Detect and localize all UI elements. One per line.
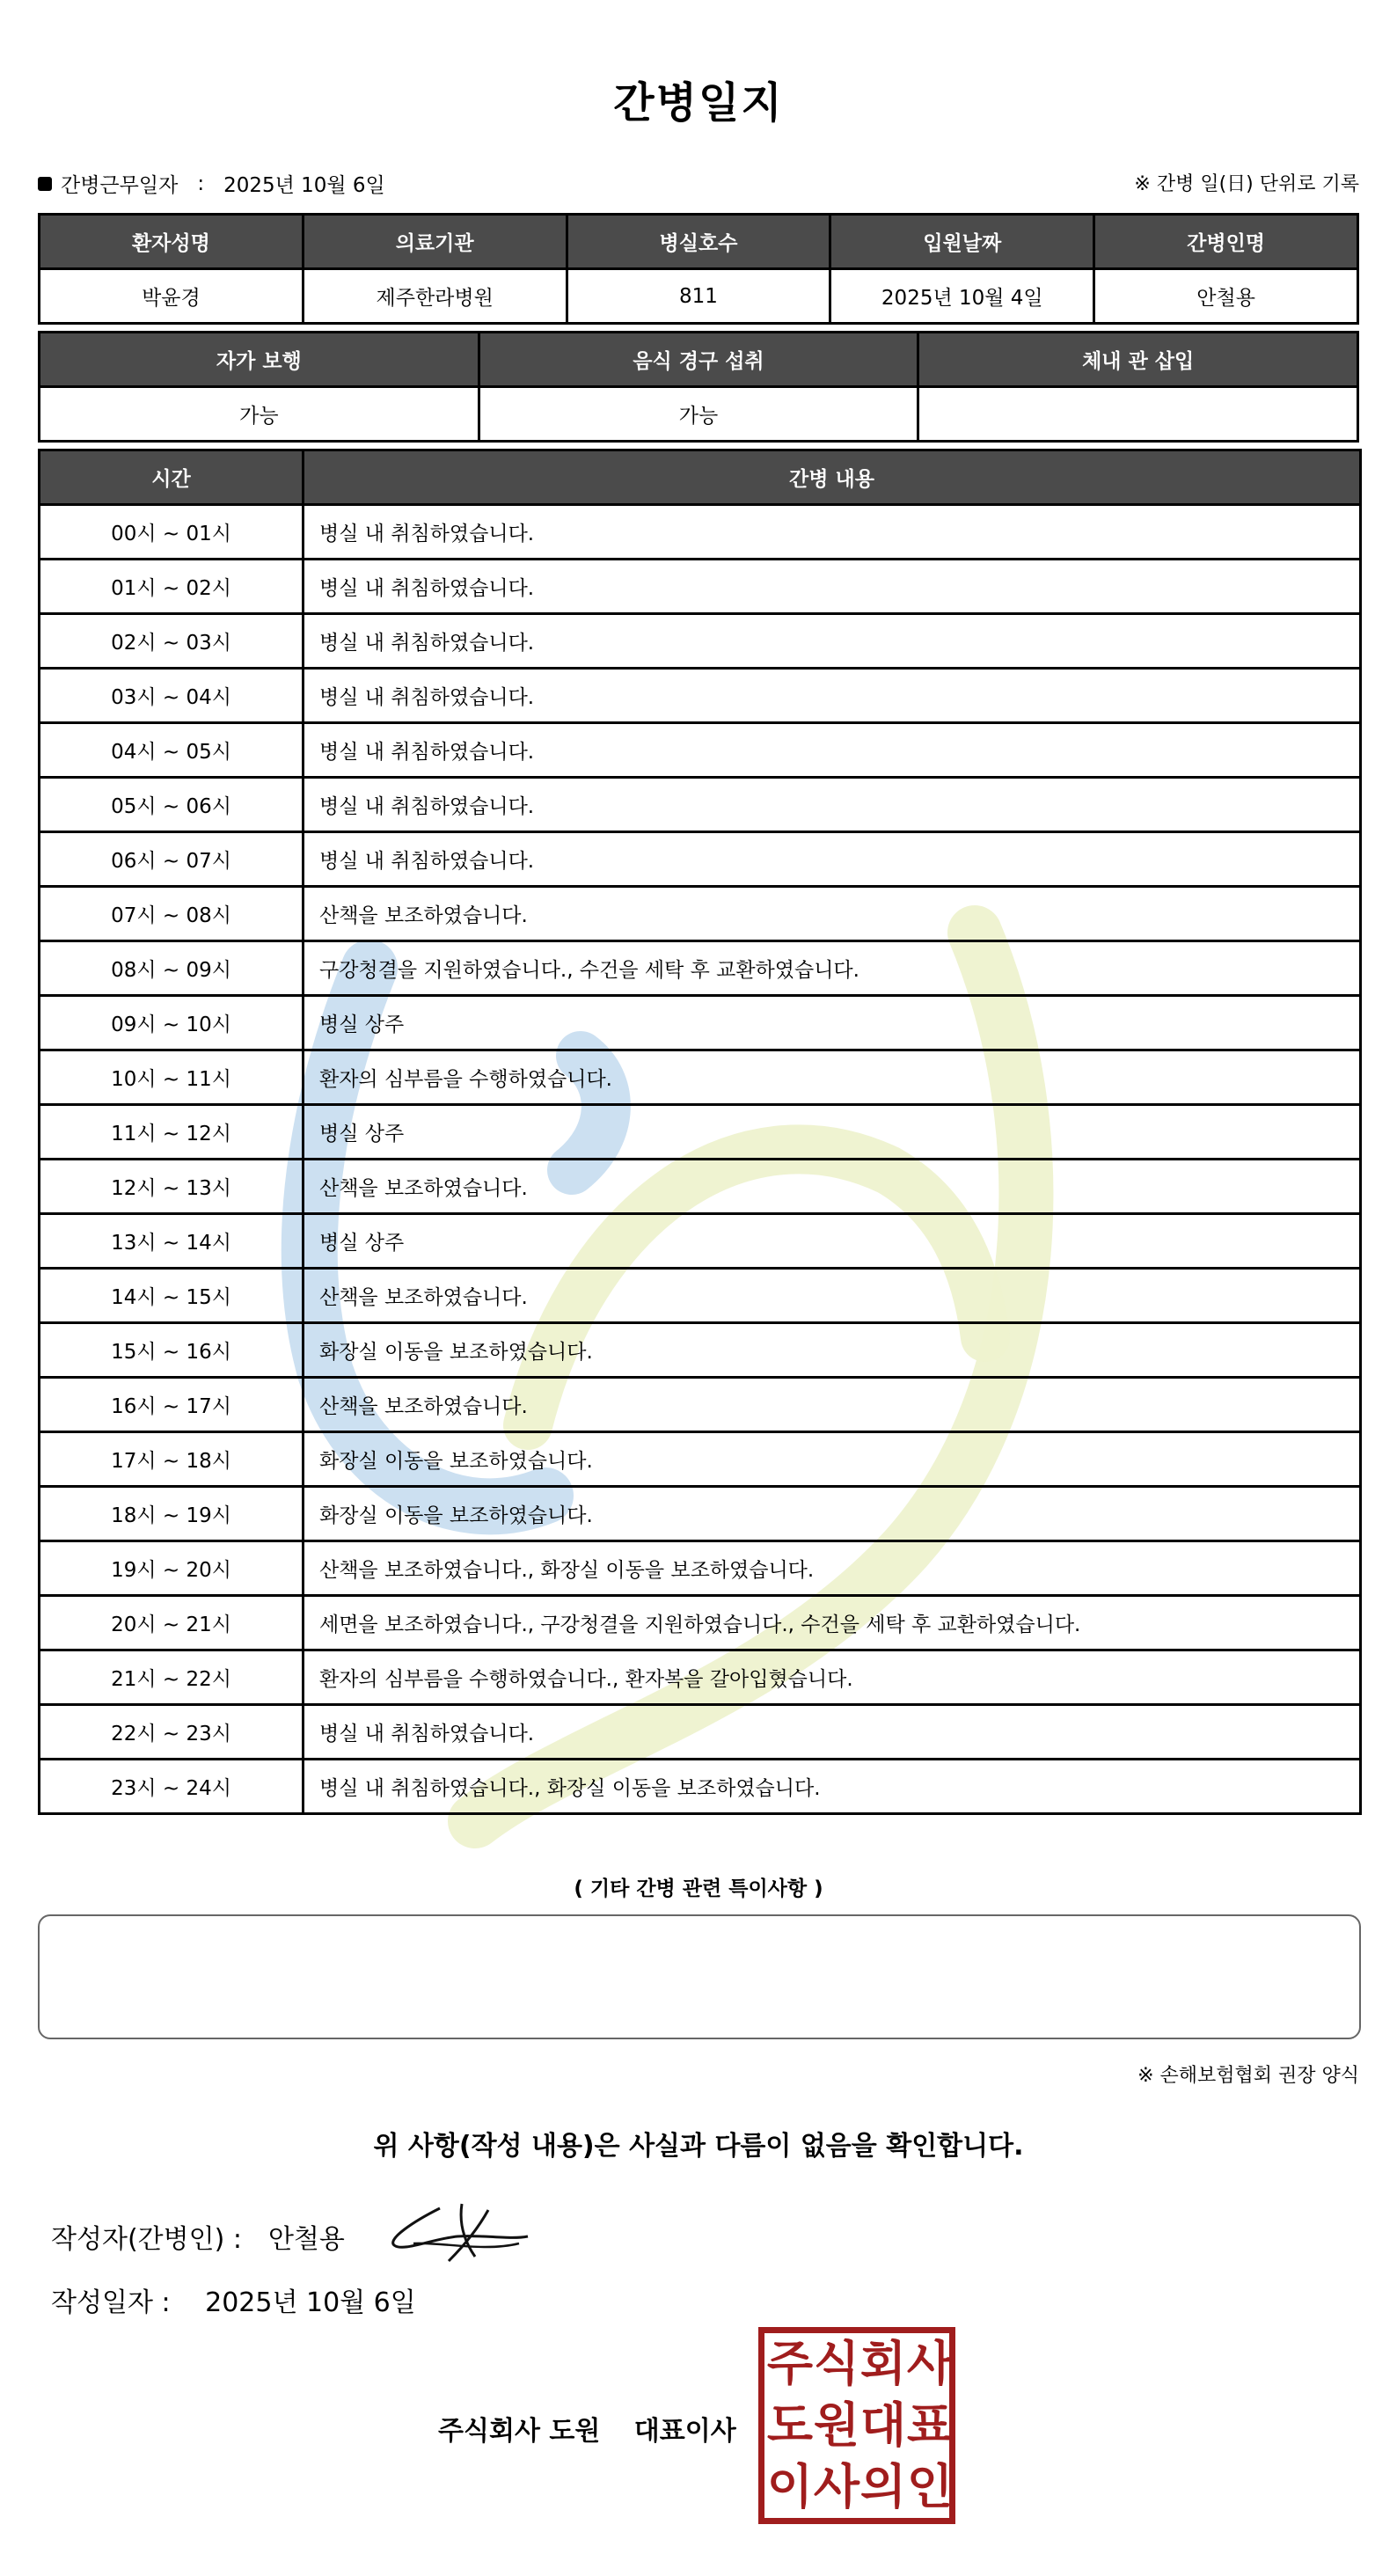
log-time: 05시 ~ 06시 — [40, 778, 304, 832]
seal-character: 표 — [906, 2397, 954, 2453]
log-content: 산책을 보조하였습니다. — [304, 1269, 1361, 1323]
seal-character: 인 — [906, 2459, 954, 2514]
table-row — [40, 1105, 1361, 1160]
log-time: 17시 ~ 18시 — [40, 1432, 304, 1487]
seal-character: 원 — [813, 2397, 860, 2453]
patient-info-table — [38, 213, 1359, 325]
log-content: 병실 상주 — [304, 1214, 1361, 1269]
table-row — [40, 1705, 1361, 1760]
company-seal — [758, 2327, 955, 2524]
log-time: 00시 ~ 01시 — [40, 505, 304, 560]
table-row — [40, 669, 1361, 723]
log-time: 13시 ~ 14시 — [40, 1214, 304, 1269]
log-content: 화장실 이동을 보조하였습니다. — [304, 1487, 1361, 1541]
header-oral-intake: 음식 경구 섭취 — [479, 333, 918, 387]
log-content: 병실 상주 — [304, 996, 1361, 1050]
oral-intake-value: 가능 — [479, 387, 918, 442]
table-row — [40, 1432, 1361, 1487]
writer-label: 작성자(간병인) : — [51, 2224, 242, 2255]
table-row — [40, 1160, 1361, 1214]
log-body — [40, 505, 1361, 1814]
table-row — [40, 941, 1361, 996]
company-line — [438, 2409, 736, 2448]
table-row — [40, 560, 1361, 614]
seal-character: 의 — [859, 2459, 907, 2514]
log-time: 18시 ~ 19시 — [40, 1487, 304, 1541]
table-row — [40, 887, 1361, 941]
log-content: 산책을 보조하였습니다., 화장실 이동을 보조하였습니다. — [304, 1541, 1361, 1596]
written-date-label: 작성일자 : — [51, 2287, 171, 2318]
table-row — [40, 996, 1361, 1050]
table-row — [40, 387, 1358, 442]
table-row — [40, 1650, 1361, 1705]
form-note: ※ 손해보험협회 권장 양식 — [1137, 2065, 1359, 2087]
log-content: 구강청결을 지원하였습니다., 수건을 세탁 후 교환하였습니다. — [304, 941, 1361, 996]
remarks-box — [38, 1914, 1361, 2039]
hospital-name: 제주한라병원 — [303, 269, 567, 324]
table-row — [40, 832, 1361, 887]
header-admission-date: 입원날짜 — [830, 215, 1094, 269]
log-time: 02시 ~ 03시 — [40, 614, 304, 669]
header-hospital: 의료기관 — [303, 215, 567, 269]
table-row — [40, 1214, 1361, 1269]
care-date-label: 간병근무일자 — [61, 174, 179, 197]
log-content: 병실 내 취침하였습니다. — [304, 505, 1361, 560]
log-content: 병실 내 취침하였습니다. — [304, 832, 1361, 887]
header-self-walking: 자가 보행 — [40, 333, 479, 387]
log-time: 16시 ~ 17시 — [40, 1378, 304, 1432]
care-date-value: 2025년 10월 6일 — [223, 174, 385, 197]
remarks-title: ( 기타 간병 관련 특이사항 ) — [574, 1877, 823, 1900]
patient-status-table — [38, 331, 1359, 443]
header-time: 시간 — [40, 450, 304, 505]
log-content: 병실 내 취침하였습니다., 화장실 이동을 보조하였습니다. — [304, 1760, 1361, 1814]
caregiver-name: 안철용 — [1094, 269, 1358, 324]
table-row — [40, 1050, 1361, 1105]
log-time: 23시 ~ 24시 — [40, 1760, 304, 1814]
tube-insertion-value — [918, 387, 1358, 442]
table-header-row — [40, 450, 1361, 505]
table-row — [40, 1378, 1361, 1432]
written-date-value: 2025년 10월 6일 — [205, 2287, 416, 2318]
seal-character: 이 — [766, 2459, 814, 2514]
header-patient-name: 환자성명 — [40, 215, 304, 269]
unit-note: ※ 간병 일(日) 단위로 기록 — [1134, 173, 1359, 195]
table-header-row — [40, 215, 1358, 269]
log-time: 22시 ~ 23시 — [40, 1705, 304, 1760]
log-time: 10시 ~ 11시 — [40, 1050, 304, 1105]
seal-character: 도 — [766, 2397, 814, 2453]
header-caregiver-name: 간병인명 — [1094, 215, 1358, 269]
writer-row — [51, 2217, 345, 2256]
company-role: 대표이사 — [633, 2416, 736, 2447]
log-time: 20시 ~ 21시 — [40, 1596, 304, 1650]
log-content: 병실 내 취침하였습니다. — [304, 1705, 1361, 1760]
room-number: 811 — [567, 269, 830, 324]
table-row — [40, 1323, 1361, 1378]
log-time: 08시 ~ 09시 — [40, 941, 304, 996]
patient-name: 박윤경 — [40, 269, 304, 324]
header-care-content: 간병 내용 — [304, 450, 1361, 505]
log-content: 세면을 보조하였습니다., 구강청결을 지원하였습니다., 수건을 세탁 후 교환하였습니다. — [304, 1596, 1361, 1650]
signature — [378, 2191, 537, 2270]
log-content: 병실 내 취침하였습니다. — [304, 560, 1361, 614]
table-row — [40, 269, 1358, 324]
writer-name: 안철용 — [267, 2224, 345, 2255]
table-row — [40, 723, 1361, 778]
seal-character: 사 — [813, 2459, 860, 2514]
header-room-number: 병실호수 — [567, 215, 830, 269]
company-name: 주식회사 도원 — [438, 2416, 601, 2447]
seal-character: 사 — [906, 2336, 954, 2391]
seal-character: 주 — [766, 2336, 814, 2391]
log-time: 07시 ~ 08시 — [40, 887, 304, 941]
square-bullet-icon — [38, 177, 52, 191]
table-row — [40, 1760, 1361, 1814]
log-content: 산책을 보조하였습니다. — [304, 887, 1361, 941]
log-content: 산책을 보조하였습니다. — [304, 1378, 1361, 1432]
admission-date: 2025년 10월 4일 — [830, 269, 1094, 324]
page-title: 간병일지 — [613, 78, 784, 128]
table-row — [40, 778, 1361, 832]
seal-character: 대 — [859, 2397, 907, 2453]
log-content: 병실 내 취침하였습니다. — [304, 723, 1361, 778]
log-time: 15시 ~ 16시 — [40, 1323, 304, 1378]
table-row — [40, 614, 1361, 669]
table-row — [40, 1269, 1361, 1323]
log-time: 09시 ~ 10시 — [40, 996, 304, 1050]
log-content: 화장실 이동을 보조하였습니다. — [304, 1432, 1361, 1487]
log-content: 병실 상주 — [304, 1105, 1361, 1160]
self-walking-value: 가능 — [40, 387, 479, 442]
written-date-row — [51, 2280, 416, 2319]
log-time: 21시 ~ 22시 — [40, 1650, 304, 1705]
log-content: 화장실 이동을 보조하였습니다. — [304, 1323, 1361, 1378]
log-content: 병실 내 취침하였습니다. — [304, 614, 1361, 669]
confirmation-statement: 위 사항(작성 내용)은 사실과 다름이 없음을 확인합니다. — [373, 2131, 1024, 2162]
log-content: 산책을 보조하였습니다. — [304, 1160, 1361, 1214]
log-time: 19시 ~ 20시 — [40, 1541, 304, 1596]
log-time: 06시 ~ 07시 — [40, 832, 304, 887]
log-time: 03시 ~ 04시 — [40, 669, 304, 723]
log-content: 병실 내 취침하였습니다. — [304, 778, 1361, 832]
seal-character: 식 — [813, 2336, 860, 2391]
table-row — [40, 505, 1361, 560]
care-date-colon: : — [197, 172, 205, 195]
care-date — [38, 169, 385, 198]
log-time: 11시 ~ 12시 — [40, 1105, 304, 1160]
table-row — [40, 1596, 1361, 1650]
log-content: 병실 내 취침하였습니다. — [304, 669, 1361, 723]
log-time: 12시 ~ 13시 — [40, 1160, 304, 1214]
log-time: 14시 ~ 15시 — [40, 1269, 304, 1323]
header-tube-insertion: 체내 관 삽입 — [918, 333, 1358, 387]
seal-character: 회 — [859, 2336, 907, 2391]
log-content: 환자의 심부름을 수행하였습니다., 환자복을 갈아입혔습니다. — [304, 1650, 1361, 1705]
log-content: 환자의 심부름을 수행하였습니다. — [304, 1050, 1361, 1105]
hourly-log-table — [38, 449, 1362, 1815]
table-row — [40, 1487, 1361, 1541]
table-header-row — [40, 333, 1358, 387]
log-time: 01시 ~ 02시 — [40, 560, 304, 614]
log-time: 04시 ~ 05시 — [40, 723, 304, 778]
table-row — [40, 1541, 1361, 1596]
